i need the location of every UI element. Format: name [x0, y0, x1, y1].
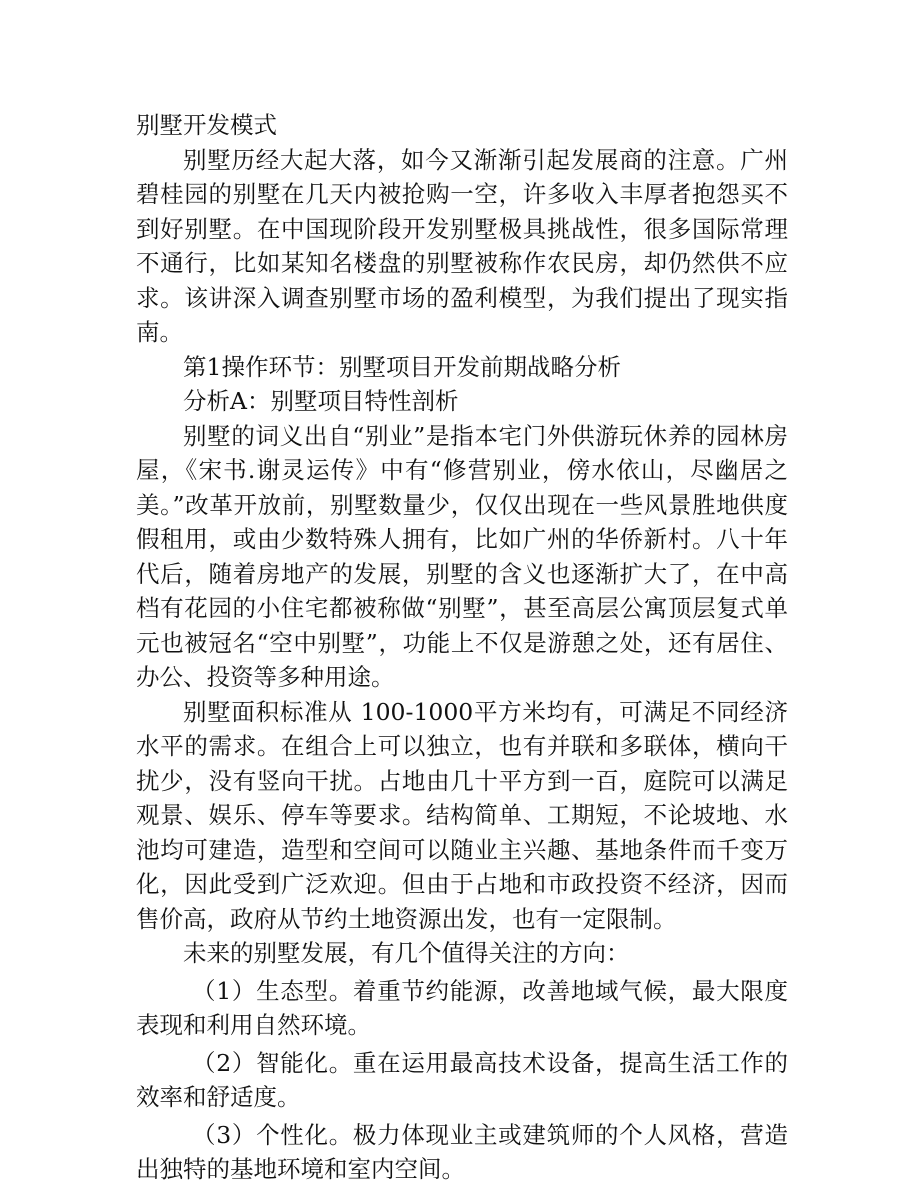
document-body [136, 108, 788, 1187]
list-item-personalized: （3）个性化。极力体现业主或建筑师的个人风格，营造出独特的基地环境和室内空间。 [136, 1120, 788, 1183]
area-standards-paragraph: 别墅面积标准从 100-1000平方米均有，可满足不同经济水平的需求。在组合上可以独立，也有并联和多联体，横向干扰少，没有竖向干扰。占地由几十平方到一百，庭院可以满足观景、娱乐、停车等要求。结构简单、工期短，不论坡地、水池均可建造，造型和空间可以随业主兴趣、基地条件而千变万化，因此受到广泛欢迎。但由于占地和市政投资不经济，因而售价高，政府从节约土地资源出发，也有一定限制。 [136, 697, 788, 933]
subsection-heading: 分析A：别墅项目特性剖析 [183, 387, 459, 415]
list-item-intelligent: （2）智能化。重在运用最高技术设备，提高生活工作的效率和舒适度。 [136, 1048, 788, 1111]
section-heading: 第1操作环节：别墅项目开发前期战略分析 [183, 352, 621, 381]
future-directions-intro: 未来的别墅发展，有几个值得关注的方向： [183, 939, 630, 967]
intro-paragraph: 别墅历经大起大落，如今又渐渐引起发展商的注意。广州碧桂园的别墅在几天内被抢购一空，许多收入丰厚者抱怨买不到好别墅。在中国现阶段开发别墅极具挑战性，很多国际常理不通行，比如某知名楼盘的别墅被称作农民房，却仍然供不应求。该讲深入调查别墅市场的盈利模型，为我们提出了现实指南。 [136, 145, 788, 346]
definition-paragraph: 别墅的词义出自“别业”是指本宅门外供游玩休养的园林房屋，《宋书.谢灵运传》中有“修营别业，傍水依山，尽幽居之美。”改革开放前，别墅数量少，仅仅出现在一些风景胜地供度假租用，或由少数特殊人拥有，比如广州的华侨新村。八十年代后，随着房地产的发展，别墅的含义也逐渐扩大了，在中高档有花园的小住宅都被称做“别墅”，甚至高层公寓顶层复式单元也被冠名“空中别墅”，功能上不仅是游憩之处，还有居住、办公、投资等多种用途。 [136, 421, 788, 691]
list-item-ecological: （1）生态型。着重节约能源，改善地域气候，最大限度表现和利用自然环境。 [136, 976, 788, 1039]
document-title: 别墅开发模式 [136, 111, 277, 139]
